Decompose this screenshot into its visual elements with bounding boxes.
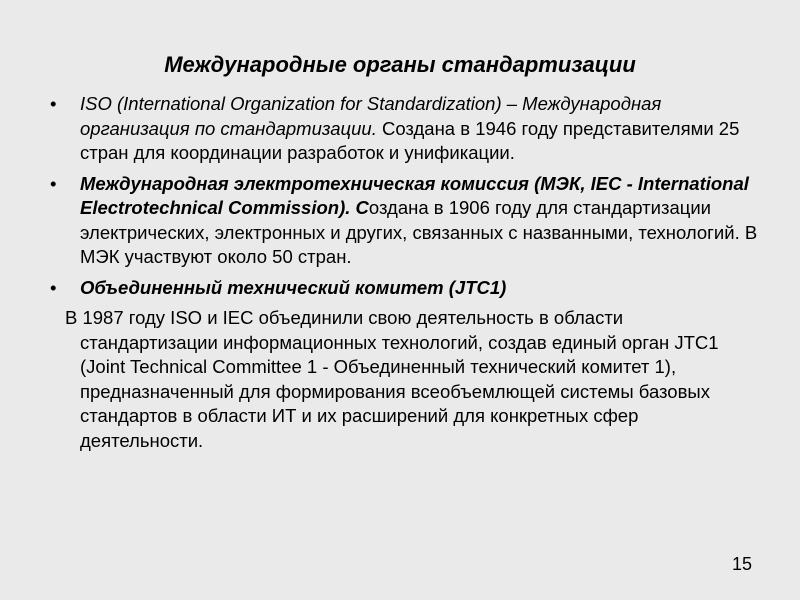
bullet-dot-icon: • xyxy=(50,93,57,114)
bullet-lead: Международная электротехническая комиссия (МЭК, IEC - International Electrotechnical Commission). С xyxy=(80,172,749,218)
jtc1-paragraph: В 1987 году ISO и IEC объединили свою деятельность в области стандартизации информационных технологий, создав единый орган JTC1 (Joint Technical Committee 1 - Объединенный технический комитет 1), предназначенный для формирования всеобъемлющей системы базовых стандартов в области ИТ и их расширений для конкретных сфер деятельности. xyxy=(65,307,719,451)
slide-title: Международные органы стандартизации xyxy=(164,52,636,77)
bullet-text: оздана в 1906 году для стандартизации электрических, электронных и других, связанных с названными, технологий. В МЭК участвуют около 50 стран. xyxy=(80,197,758,267)
bullet-dot-icon: • xyxy=(50,172,57,194)
slide-content xyxy=(50,92,760,453)
bullet-text: Создана в 1946 году представителями 25 стран для координации разработок и унификации. xyxy=(80,117,740,163)
bullet-item-iso xyxy=(50,92,760,166)
bullet-lead: Объединенный технический комитет (JTC1) xyxy=(80,276,507,298)
bullet-lead: ISO (International Organization for Standardization) – Международная организация по стандартизации. xyxy=(80,93,662,139)
page-number: 15 xyxy=(731,554,752,574)
bullet-item-iec xyxy=(50,172,760,270)
bullet-dot-icon: • xyxy=(50,276,57,298)
bullet-item-jtc1 xyxy=(50,276,760,301)
